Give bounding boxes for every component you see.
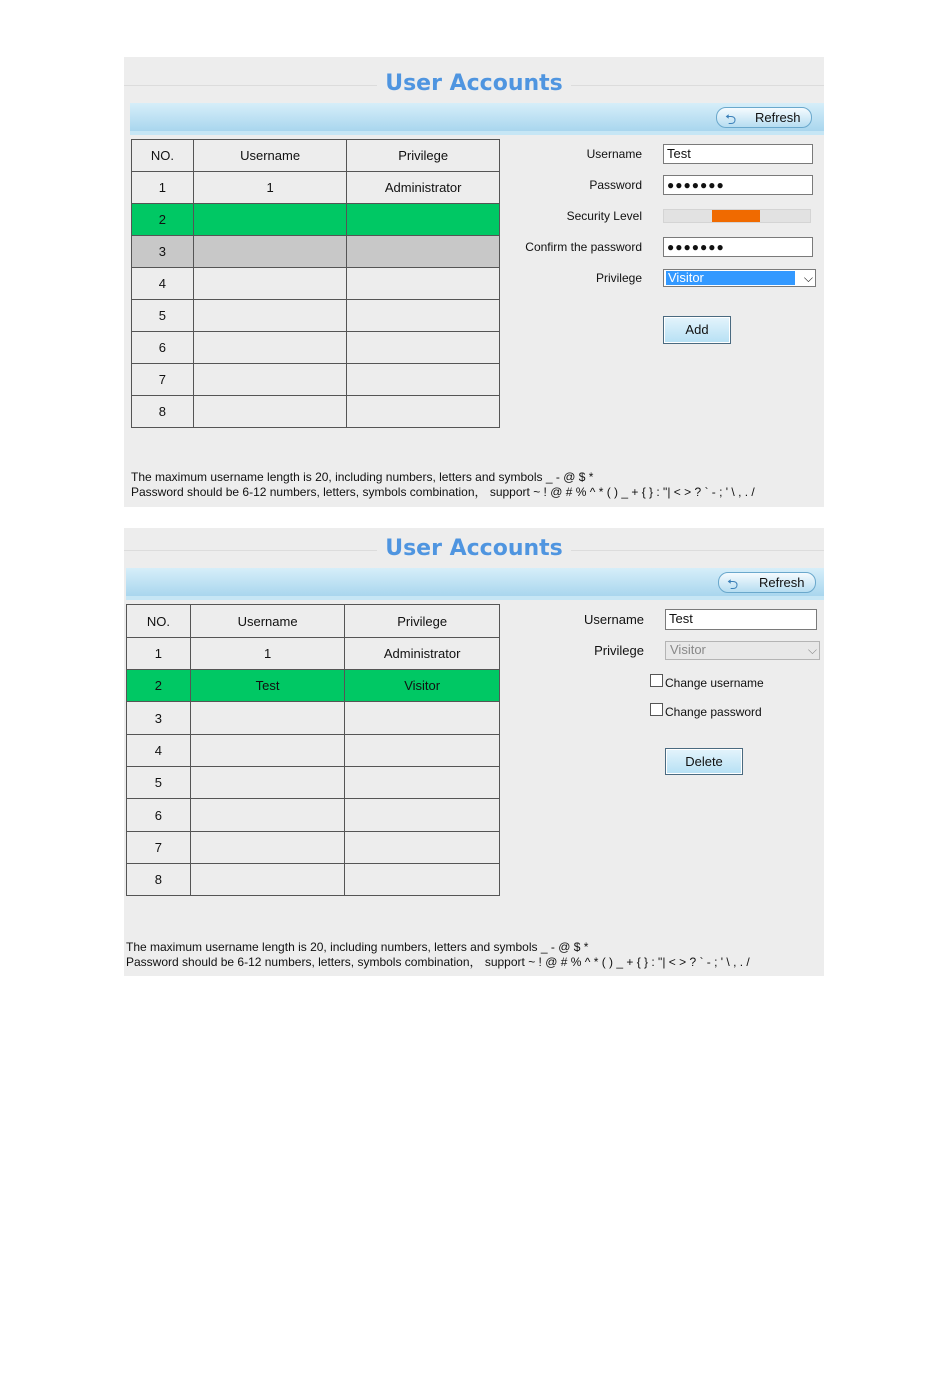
- table-row[interactable]: [132, 332, 500, 364]
- row-username: [193, 300, 347, 332]
- column-header-username: Username: [193, 140, 347, 172]
- user-table: [126, 604, 500, 896]
- table-row[interactable]: [127, 799, 500, 832]
- row-number: 8: [132, 396, 194, 428]
- column-header-no: NO.: [132, 140, 194, 172]
- username-input[interactable]: Test: [665, 609, 817, 630]
- row-privilege: [345, 832, 500, 864]
- change-password-label: Change password: [665, 705, 762, 719]
- row-number: 2: [132, 204, 194, 236]
- row-number: 3: [132, 236, 194, 268]
- row-privilege: Visitor: [345, 670, 500, 702]
- row-username: [193, 204, 347, 236]
- row-number: 8: [127, 864, 191, 896]
- password-rule-note: Password should be 6-12 numbers, letters, symbols combination， support ~ ! @ # % ^ * ( ) _ + { } : "| < > ? ` - ; ' \ , . /: [131, 485, 755, 499]
- chevron-down-icon: ⌵: [803, 271, 813, 285]
- delete-button[interactable]: Delete: [665, 748, 743, 775]
- toolbar: [126, 568, 824, 600]
- table-row[interactable]: [127, 702, 500, 735]
- panel-title-row: [124, 57, 824, 99]
- row-username: [193, 396, 347, 428]
- table-row[interactable]: [132, 364, 500, 396]
- row-number: 4: [132, 268, 194, 300]
- column-header-no: NO.: [127, 605, 191, 638]
- row-privilege: [347, 268, 500, 300]
- change-password-checkbox[interactable]: [650, 703, 663, 716]
- privilege-select[interactable]: [665, 641, 820, 660]
- username-label: Username: [586, 147, 642, 161]
- row-number: 5: [127, 767, 191, 799]
- privilege-select[interactable]: [663, 269, 816, 287]
- row-username: 1: [193, 172, 347, 204]
- table-row[interactable]: [132, 300, 500, 332]
- page-title: User Accounts: [124, 536, 824, 561]
- row-privilege: [345, 735, 500, 767]
- row-username: [190, 702, 345, 735]
- chevron-down-icon: ⌵: [807, 643, 817, 657]
- table-row[interactable]: [132, 396, 500, 428]
- table-header-row: [127, 605, 500, 638]
- row-privilege: [347, 236, 500, 268]
- row-number: 7: [132, 364, 194, 396]
- confirm-password-label: Confirm the password: [525, 240, 642, 254]
- table-row[interactable]: [132, 268, 500, 300]
- change-username-checkbox[interactable]: [650, 674, 663, 687]
- table-row-hover[interactable]: [132, 236, 500, 268]
- table-row[interactable]: [127, 735, 500, 767]
- row-username: [190, 735, 345, 767]
- row-privilege: [347, 332, 500, 364]
- username-label: Username: [584, 612, 644, 627]
- change-username-label: Change username: [665, 676, 764, 690]
- page-title: User Accounts: [124, 71, 824, 96]
- table-header-row: [132, 140, 500, 172]
- refresh-button[interactable]: ⮌ Refresh: [718, 572, 816, 593]
- username-rule-note: The maximum username length is 20, including numbers, letters and symbols _ - @ $ *: [126, 940, 589, 954]
- username-rule-note: The maximum username length is 20, including numbers, letters and symbols _ - @ $ *: [131, 470, 594, 484]
- panel-title-row: [124, 528, 824, 570]
- row-privilege: [345, 767, 500, 799]
- user-table: [131, 139, 500, 428]
- table-row-selected[interactable]: [132, 204, 500, 236]
- row-number: 6: [127, 799, 191, 832]
- column-header-username: Username: [190, 605, 345, 638]
- row-username: [193, 268, 347, 300]
- row-privilege: [347, 204, 500, 236]
- row-number: 1: [132, 172, 194, 204]
- row-username: [190, 799, 345, 832]
- privilege-label: Privilege: [595, 271, 642, 285]
- table-row[interactable]: [127, 638, 500, 670]
- row-number: 5: [132, 300, 194, 332]
- row-privilege: Administrator: [347, 172, 500, 204]
- confirm-password-input[interactable]: ●●●●●●●: [663, 237, 813, 257]
- row-username: [190, 832, 345, 864]
- row-privilege: [347, 396, 500, 428]
- table-row[interactable]: [127, 767, 500, 799]
- password-input[interactable]: ●●●●●●●: [663, 175, 813, 195]
- row-privilege: [345, 702, 500, 735]
- row-username: [193, 364, 347, 396]
- security-level-label: Security Level: [566, 209, 642, 223]
- security-level-fill: [712, 210, 760, 222]
- row-username: [193, 332, 347, 364]
- privilege-select-value: Visitor: [666, 271, 795, 285]
- password-rule-note: Password should be 6-12 numbers, letters, symbols combination， support ~ ! @ # % ^ * ( ) _ + { } : "| < > ? ` - ; ' \ , . /: [126, 955, 750, 969]
- refresh-button[interactable]: ⮌ Refresh: [716, 107, 812, 128]
- row-number: 7: [127, 832, 191, 864]
- row-privilege: [345, 799, 500, 832]
- table-row[interactable]: [127, 832, 500, 864]
- username-input[interactable]: Test: [663, 144, 813, 164]
- refresh-icon: ⮌: [727, 576, 739, 592]
- row-username: [190, 864, 345, 896]
- column-header-privilege: Privilege: [347, 140, 500, 172]
- row-number: 4: [127, 735, 191, 767]
- row-number: 6: [132, 332, 194, 364]
- table-row-selected[interactable]: [127, 670, 500, 702]
- row-number: 3: [127, 702, 191, 735]
- row-privilege: [347, 364, 500, 396]
- column-header-privilege: Privilege: [345, 605, 500, 638]
- add-button[interactable]: Add: [663, 316, 731, 344]
- user-accounts-panel-add: [124, 57, 824, 507]
- privilege-label: Privilege: [594, 643, 644, 658]
- row-username: [193, 236, 347, 268]
- row-username: 1: [190, 638, 345, 670]
- row-privilege: [347, 300, 500, 332]
- toolbar: [130, 103, 824, 135]
- table-row[interactable]: [132, 172, 500, 204]
- row-number: 2: [127, 670, 191, 702]
- user-accounts-panel-delete: [124, 528, 824, 976]
- table-row[interactable]: [127, 864, 500, 896]
- security-level-meter: [663, 209, 811, 223]
- refresh-icon: ⮌: [725, 111, 737, 127]
- row-username: Test: [190, 670, 345, 702]
- row-privilege: [345, 864, 500, 896]
- row-privilege: Administrator: [345, 638, 500, 670]
- row-username: [190, 767, 345, 799]
- row-number: 1: [127, 638, 191, 670]
- privilege-select-value: Visitor: [670, 642, 706, 657]
- password-label: Password: [589, 178, 642, 192]
